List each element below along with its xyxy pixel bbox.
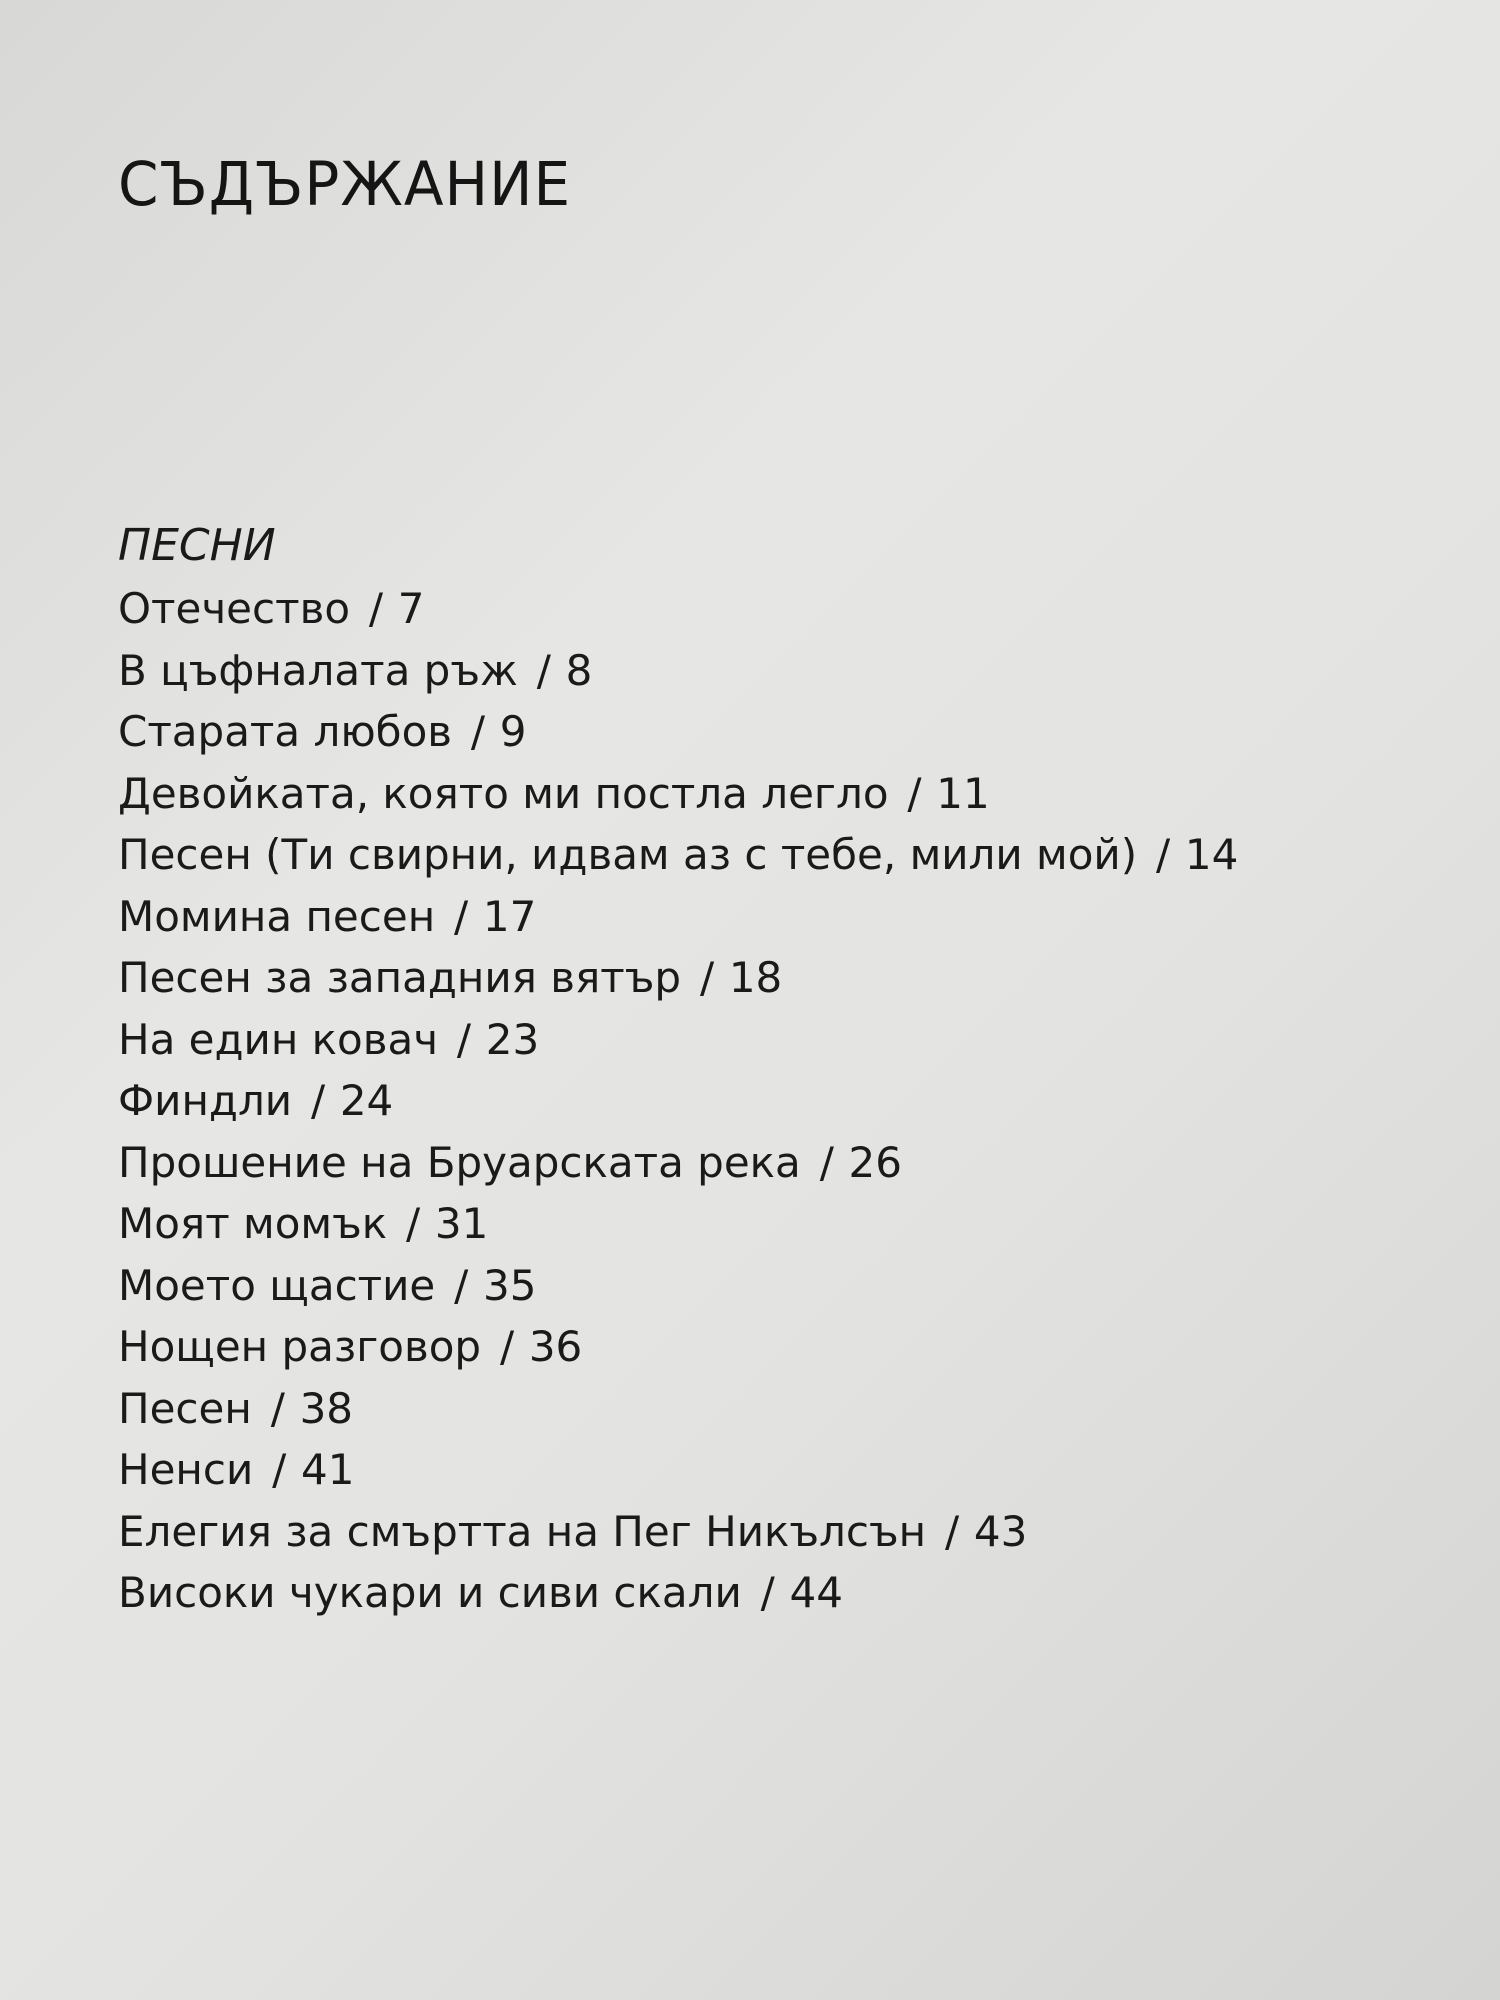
toc-entry: [118, 824, 1238, 886]
toc-separator: /: [454, 891, 469, 941]
section-heading: ПЕСНИ: [118, 520, 276, 571]
toc-separator: /: [819, 1137, 834, 1187]
toc-entry-page: 35: [483, 1260, 537, 1310]
toc-separator: /: [499, 1322, 515, 1371]
toc-entry: [118, 1501, 1238, 1563]
toc-separator: /: [945, 1506, 960, 1556]
toc-entry-title: Моят момък: [118, 1199, 388, 1248]
toc-entry-title: Нощен разговор: [118, 1322, 482, 1371]
toc-separator: /: [368, 584, 384, 633]
toc-entry-title: Песен за западния вятър: [118, 953, 682, 1002]
table-of-contents: [118, 578, 1238, 1624]
toc-entry-title: Момина песен: [118, 891, 436, 941]
toc-entry-page: 8: [565, 645, 593, 695]
toc-entry-title: Песен: [118, 1383, 252, 1433]
toc-separator: /: [470, 707, 486, 756]
toc-separator: /: [536, 645, 551, 695]
toc-entry: [118, 886, 1238, 948]
toc-entry: [118, 947, 1238, 1009]
toc-entry: [118, 1009, 1238, 1071]
toc-entry-title: Песен (Ти свирни, идвам аз с тебе, мили мой): [118, 830, 1138, 879]
toc-separator: /: [270, 1383, 285, 1433]
toc-entry: [118, 640, 1238, 702]
toc-separator: /: [454, 1260, 469, 1310]
toc-entry-title: Високи чукари и сиви скали: [118, 1568, 742, 1617]
toc-entry-page: 11: [936, 768, 990, 818]
toc-entry: [118, 1562, 1238, 1624]
toc-entry-title: Старата любов: [118, 707, 453, 756]
toc-entry-title: В цъфналата ръж: [118, 645, 518, 695]
toc-entry: [118, 1132, 1238, 1194]
toc-entry-page: 43: [973, 1506, 1028, 1556]
toc-entry-page: 9: [499, 707, 527, 756]
toc-entry-title: Елегия за смъртта на Пег Никълсън: [118, 1506, 927, 1556]
toc-entry-title: Прошение на Бруарската река: [118, 1137, 801, 1187]
toc-entry: [118, 1070, 1238, 1132]
toc-entry: [118, 1255, 1238, 1317]
toc-entry: [118, 1378, 1238, 1440]
toc-entry-page: 24: [339, 1076, 394, 1125]
toc-separator: /: [760, 1568, 775, 1617]
toc-separator: /: [456, 1014, 472, 1064]
toc-entry-page: 44: [789, 1568, 843, 1617]
toc-entry-page: 23: [485, 1014, 540, 1064]
toc-entry: [118, 1439, 1238, 1501]
toc-separator: /: [310, 1076, 326, 1125]
toc-entry-page: 41: [301, 1445, 355, 1494]
toc-entry-title: Моето щастие: [118, 1260, 436, 1310]
toc-entry-title: На един ковач: [118, 1014, 439, 1064]
toc-entry-page: 7: [397, 584, 425, 633]
toc-separator: /: [272, 1445, 287, 1494]
toc-entry-page: 38: [299, 1383, 354, 1433]
toc-entry-title: Финдли: [118, 1076, 293, 1125]
toc-entry-page: 17: [482, 891, 537, 941]
toc-entry: [118, 701, 1238, 763]
toc-entry: [118, 763, 1238, 825]
toc-entry: [118, 1193, 1238, 1255]
toc-separator: /: [907, 768, 922, 818]
toc-separator: /: [1156, 830, 1171, 879]
toc-entry: [118, 1316, 1238, 1378]
toc-entry-title: Отечество: [118, 584, 351, 633]
toc-entry-page: 31: [434, 1199, 489, 1248]
toc-entry-page: 14: [1184, 830, 1239, 879]
toc-entry-title: Девойката, която ми постла легло: [118, 768, 889, 818]
page-title: СЪДЪРЖАНИЕ: [118, 148, 572, 220]
toc-entry-page: 18: [728, 953, 783, 1002]
toc-entry-page: 26: [848, 1137, 902, 1187]
toc-entry-page: 36: [528, 1322, 583, 1371]
toc-entry-title: Ненси: [118, 1445, 254, 1494]
toc-entry: [118, 578, 1238, 640]
toc-separator: /: [406, 1199, 421, 1248]
toc-separator: /: [699, 953, 715, 1002]
